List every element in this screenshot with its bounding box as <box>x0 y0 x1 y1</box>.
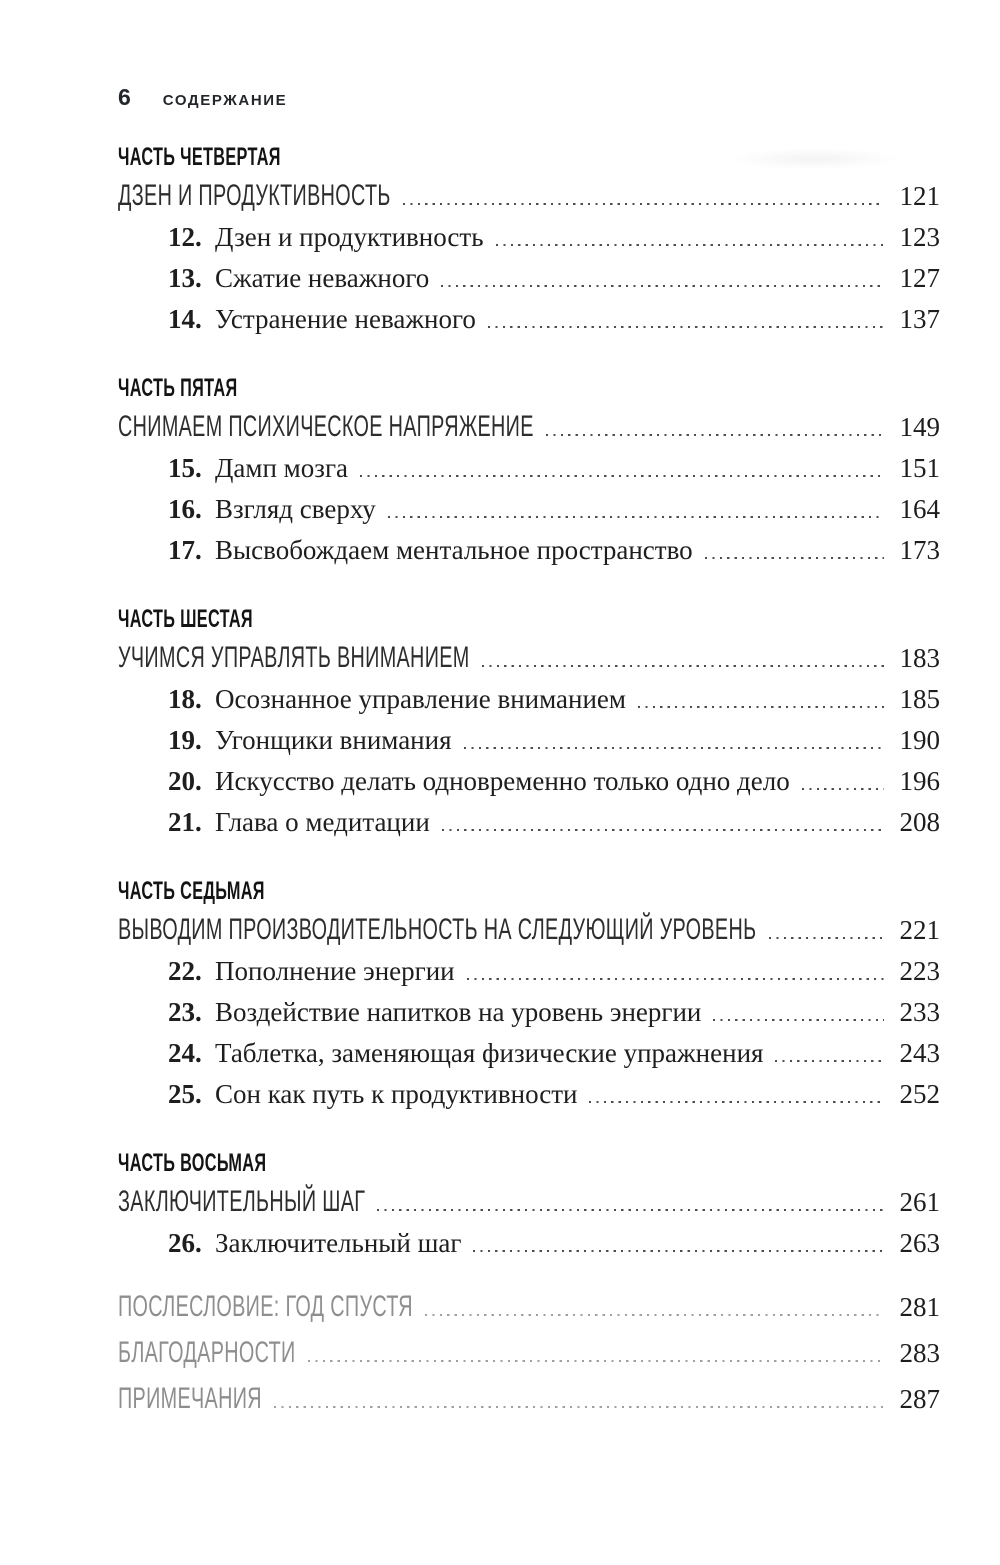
section-title: ЗАКЛЮЧИТЕЛЬНЫЙ ШАГ <box>118 1185 366 1218</box>
running-header <box>118 84 940 110</box>
chapter-entry <box>118 1079 940 1110</box>
chapter-title: Дзен и продуктивность <box>215 222 484 252</box>
chapter-number: 18. <box>168 684 202 714</box>
dot-leader <box>388 516 884 518</box>
dot-leader <box>377 1209 884 1211</box>
dot-leader <box>274 1406 884 1408</box>
chapter-number: 24. <box>168 1038 202 1068</box>
part-section <box>118 375 940 566</box>
section-title-row <box>118 642 940 674</box>
part-heading: ЧАСТЬ ЧЕТВЕРТАЯ <box>118 143 281 171</box>
chapter-title: Сжатие неважного <box>215 263 430 293</box>
page-number: 261 <box>899 1187 940 1217</box>
back-matter <box>118 1291 940 1415</box>
section-title-row <box>118 180 940 212</box>
section-title-row <box>118 411 940 443</box>
backmatter-entry <box>118 1383 940 1415</box>
dot-leader <box>589 1101 884 1103</box>
page-number: 137 <box>899 304 940 334</box>
dot-leader <box>705 557 884 559</box>
chapter-entry <box>118 766 940 797</box>
page-number: 243 <box>899 1038 940 1068</box>
chapter-number: 25. <box>168 1079 202 1109</box>
page-number: 263 <box>899 1228 940 1258</box>
chapter-entry <box>118 1038 940 1069</box>
chapter-number: 26. <box>168 1228 202 1258</box>
section-title: ВЫВОДИМ ПРОИЗВОДИТЕЛЬНОСТЬ НА СЛЕДУЮЩИЙ УРОВЕНЬ <box>118 913 757 946</box>
chapter-title: Высвобождаем ментальное пространство <box>215 535 693 565</box>
page-number: 208 <box>899 807 940 837</box>
dot-leader <box>441 285 884 287</box>
section-title-row <box>118 1186 940 1218</box>
page-number: 233 <box>899 997 940 1027</box>
chapter-entry <box>118 535 940 566</box>
page-number: 223 <box>899 956 940 986</box>
chapter-entry <box>118 263 940 294</box>
part-heading: ЧАСТЬ ВОСЬМАЯ <box>118 1149 267 1177</box>
page-number: 123 <box>899 222 940 252</box>
backmatter-label: ПОСЛЕСЛОВИЕ: ГОД СПУСТЯ <box>118 1290 413 1323</box>
chapter-number: 14. <box>168 304 202 334</box>
folio-page-number: 6 <box>118 84 131 110</box>
chapter-title: Сон как путь к продуктивности <box>215 1079 578 1109</box>
chapter-title: Взгляд сверху <box>215 494 376 524</box>
dot-leader <box>496 244 884 246</box>
dot-leader <box>467 978 884 980</box>
dot-leader <box>403 203 884 205</box>
part-section <box>118 606 940 838</box>
dot-leader <box>488 326 884 328</box>
chapter-number: 17. <box>168 535 202 565</box>
chapter-number: 20. <box>168 766 202 796</box>
page-number: 121 <box>899 181 940 211</box>
chapter-title: Угонщики внимания <box>215 725 452 755</box>
page-number: 283 <box>899 1338 940 1368</box>
dot-leader <box>482 665 884 667</box>
chapter-entry <box>118 494 940 525</box>
backmatter-label: ПРИМЕЧАНИЯ <box>118 1382 262 1415</box>
section-title-row <box>118 914 940 946</box>
page-number: 287 <box>899 1384 940 1414</box>
dot-leader <box>308 1360 884 1362</box>
section-title: СНИМАЕМ ПСИХИЧЕСКОЕ НАПРЯЖЕНИЕ <box>118 410 534 443</box>
page-number: 281 <box>899 1292 940 1322</box>
chapter-entry <box>118 956 940 987</box>
page-number: 221 <box>899 915 940 945</box>
part-section <box>118 1150 940 1259</box>
backmatter-entry <box>118 1291 940 1323</box>
chapter-number: 23. <box>168 997 202 1027</box>
chapter-title: Воздействие напитков на уровень энергии <box>215 997 702 1027</box>
part-heading: ЧАСТЬ ШЕСТАЯ <box>118 605 253 633</box>
dot-leader <box>802 788 884 790</box>
page-number: 173 <box>899 535 940 565</box>
page-number: 164 <box>899 494 940 524</box>
page-number: 185 <box>899 684 940 714</box>
chapter-entry <box>118 807 940 838</box>
header-title: СОДЕРЖАНИЕ <box>162 92 288 109</box>
dot-leader <box>464 747 884 749</box>
chapter-number: 19. <box>168 725 202 755</box>
section-title: ДЗЕН И ПРОДУКТИВНОСТЬ <box>118 179 391 212</box>
chapter-entry <box>118 222 940 253</box>
chapter-title: Дамп мозга <box>215 453 348 483</box>
chapter-number: 12. <box>168 222 202 252</box>
dot-leader <box>473 1250 884 1252</box>
page-number: 252 <box>899 1079 940 1109</box>
section-title: УЧИМСЯ УПРАВЛЯТЬ ВНИМАНИЕМ <box>118 641 470 674</box>
chapter-entry <box>118 304 940 335</box>
chapter-number: 21. <box>168 807 202 837</box>
page-number: 190 <box>899 725 940 755</box>
chapter-title: Устранение неважного <box>215 304 476 334</box>
chapter-title: Заключительный шаг <box>215 1228 462 1258</box>
dot-leader <box>713 1019 884 1021</box>
backmatter-label: БЛАГОДАРНОСТИ <box>118 1336 296 1369</box>
dot-leader <box>638 706 884 708</box>
page-number: 149 <box>899 412 940 442</box>
page-number: 183 <box>899 643 940 673</box>
page-number: 196 <box>899 766 940 796</box>
chapter-entry <box>118 453 940 484</box>
chapter-entry <box>118 997 940 1028</box>
chapter-title: Искусство делать одновременно только одно дело <box>215 766 790 796</box>
chapter-entry <box>118 684 940 715</box>
chapter-number: 15. <box>168 453 202 483</box>
chapter-entry <box>118 725 940 756</box>
page-number: 151 <box>899 453 940 483</box>
chapter-title: Осознанное управление вниманием <box>215 684 626 714</box>
dot-leader <box>425 1314 884 1316</box>
chapter-number: 16. <box>168 494 202 524</box>
chapter-title: Пополнение энергии <box>215 956 455 986</box>
chapter-number: 13. <box>168 263 202 293</box>
page-number: 127 <box>899 263 940 293</box>
dot-leader <box>442 829 884 831</box>
dot-leader <box>769 937 884 939</box>
chapter-number: 22. <box>168 956 202 986</box>
chapter-entry <box>118 1228 940 1259</box>
dot-leader <box>546 434 884 436</box>
part-heading: ЧАСТЬ СЕДЬМАЯ <box>118 877 265 905</box>
chapter-title: Таблетка, заменяющая физические упражнения <box>215 1038 764 1068</box>
dot-leader <box>360 475 884 477</box>
part-section <box>118 144 940 335</box>
backmatter-entry <box>118 1337 940 1369</box>
part-heading: ЧАСТЬ ПЯТАЯ <box>118 374 238 402</box>
dot-leader <box>775 1060 884 1062</box>
part-section <box>118 878 940 1110</box>
chapter-title: Глава о медитации <box>215 807 430 837</box>
